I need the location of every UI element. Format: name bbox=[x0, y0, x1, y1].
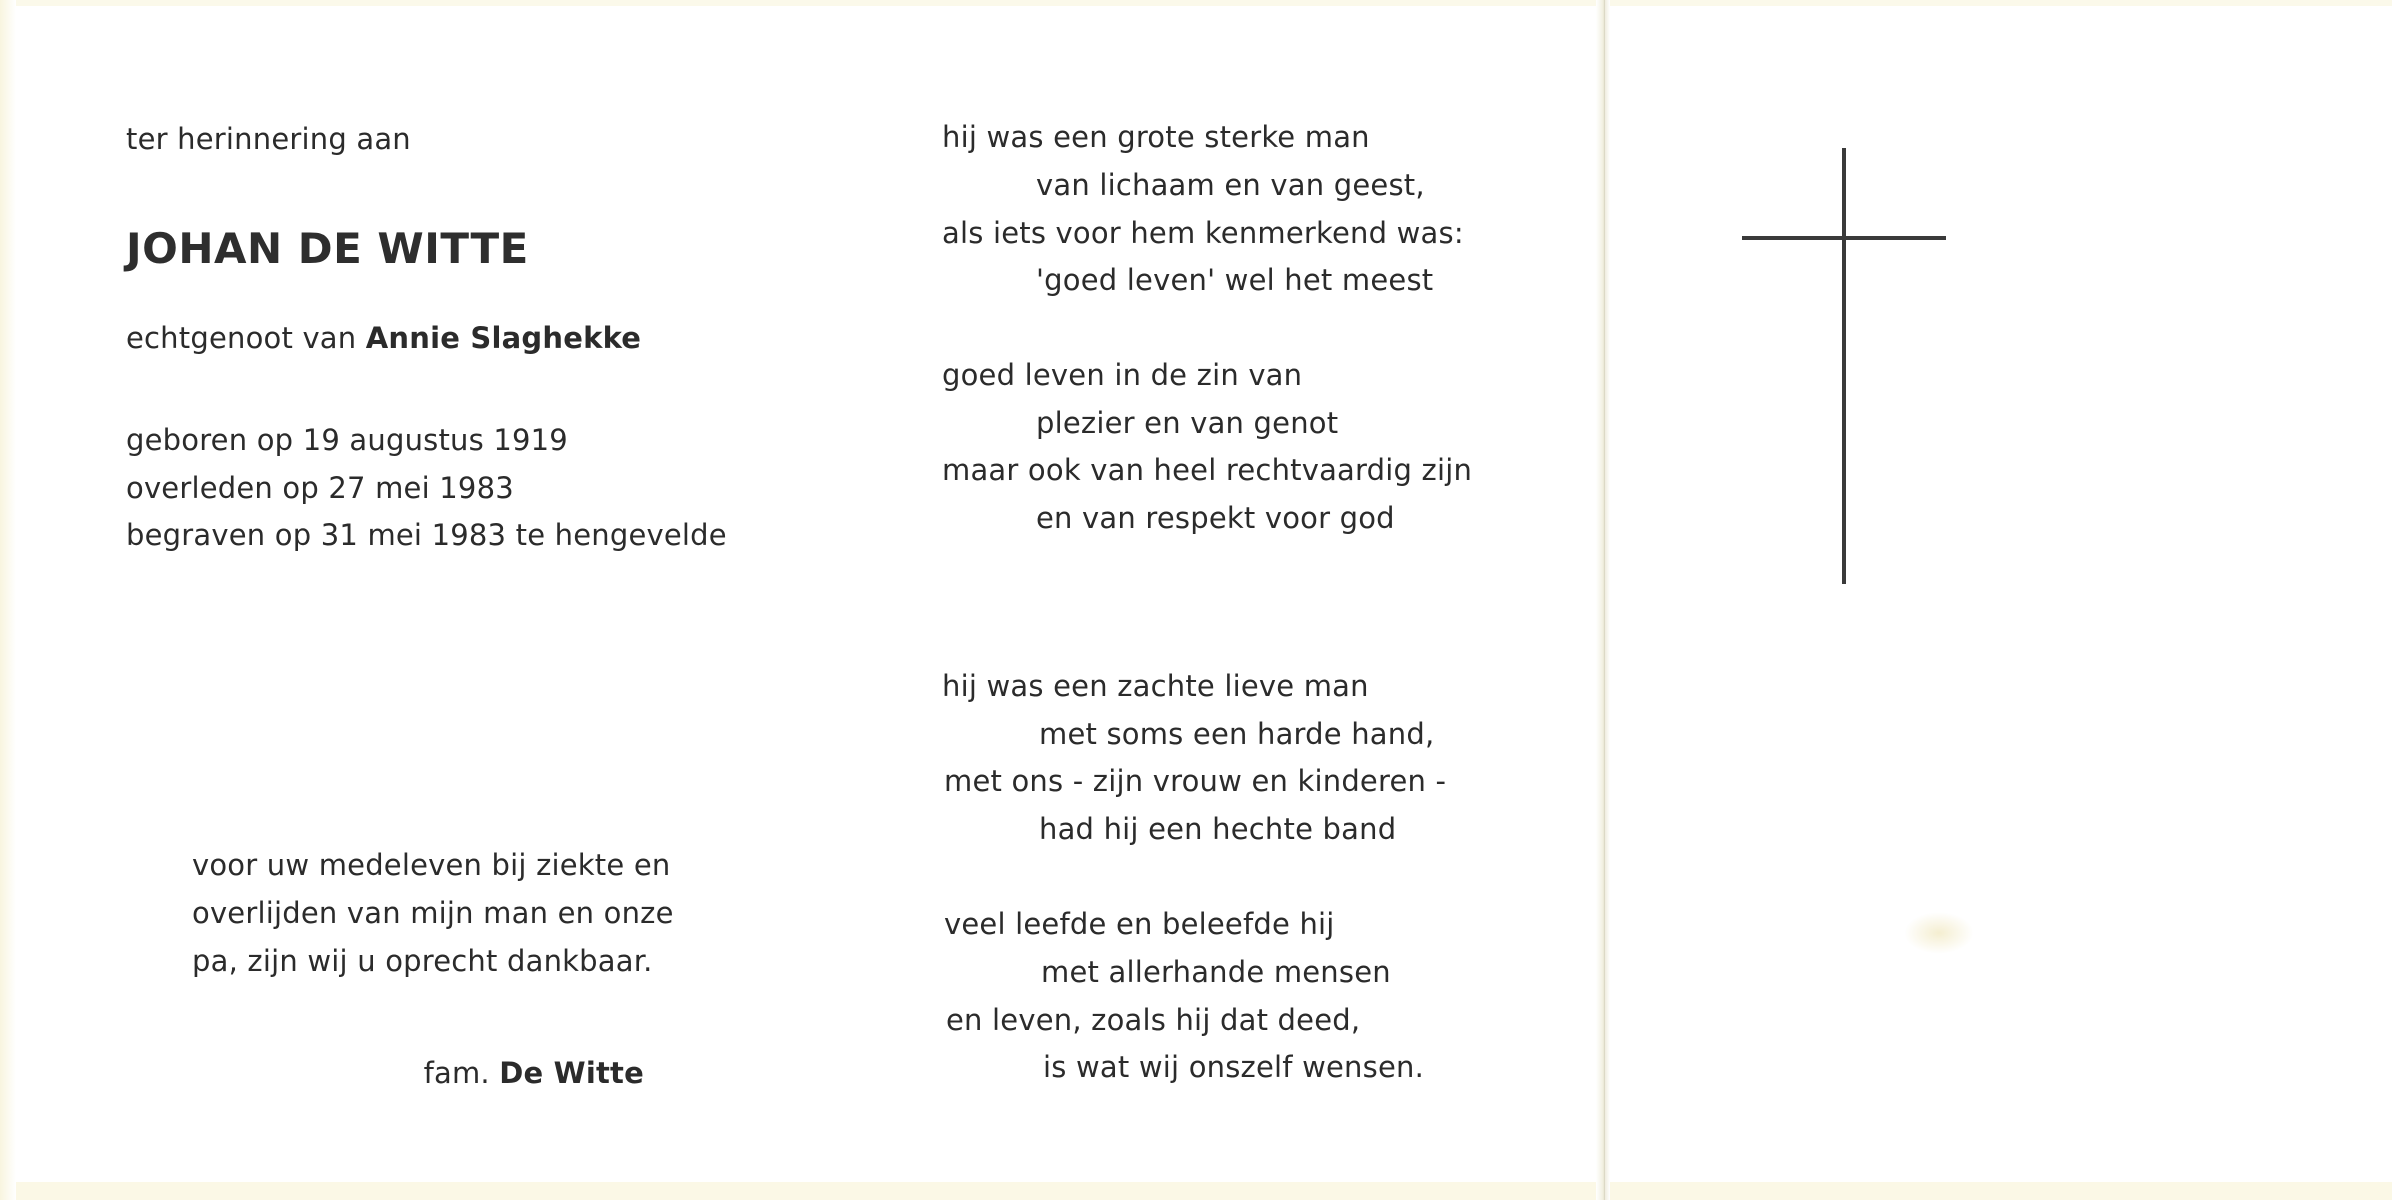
paper-edge-left bbox=[0, 0, 16, 1200]
poem-line: als iets voor hem kenmerkend was: bbox=[942, 216, 1464, 250]
signature-prefix: fam. bbox=[423, 1056, 490, 1090]
spouse-line bbox=[126, 320, 641, 356]
card-fold bbox=[1596, 0, 1610, 1200]
poem-line: 'goed leven' wel het meest bbox=[1036, 263, 1434, 297]
signature bbox=[424, 1055, 644, 1091]
birth-date: geboren op 19 augustus 1919 bbox=[126, 423, 568, 457]
cross-icon bbox=[1742, 148, 1946, 584]
paper-edge-bottom bbox=[0, 1182, 2392, 1200]
deceased-name: JOHAN DE WITTE bbox=[126, 224, 529, 273]
spouse-name: Annie Slaghekke bbox=[365, 321, 642, 355]
poem-line: is wat wij onszelf wensen. bbox=[1043, 1050, 1424, 1084]
burial-date: begraven op 31 mei 1983 te hengevelde bbox=[126, 518, 727, 552]
poem-line: maar ook van heel rechtvaardig zijn bbox=[942, 453, 1473, 487]
poem-line: met allerhande mensen bbox=[1041, 955, 1391, 989]
poem-line: van lichaam en van geest, bbox=[1036, 168, 1425, 202]
paper-edge-top bbox=[0, 0, 2392, 6]
cross-vertical-bar bbox=[1842, 148, 1846, 584]
poem-line: met soms een harde hand, bbox=[1039, 717, 1435, 751]
poem-line: en van respekt voor god bbox=[1036, 501, 1395, 535]
thanks-line: voor uw medeleven bij ziekte en bbox=[192, 848, 671, 882]
poem-line: plezier en van genot bbox=[1036, 406, 1339, 440]
poem-line: hij was een zachte lieve man bbox=[942, 669, 1369, 703]
poem-line: en leven, zoals hij dat deed, bbox=[946, 1003, 1361, 1037]
card-fold-line bbox=[1604, 0, 1605, 1200]
poem-line: had hij een hechte band bbox=[1039, 812, 1397, 846]
cross-horizontal-bar bbox=[1742, 236, 1946, 240]
signature-name: De Witte bbox=[499, 1056, 644, 1090]
paper-stain bbox=[1904, 912, 1974, 954]
poem-line: veel leefde en beleefde hij bbox=[944, 907, 1335, 941]
thanks-line: overlijden van mijn man en onze bbox=[192, 896, 674, 930]
poem-line: met ons - zijn vrouw en kinderen - bbox=[944, 764, 1447, 798]
poem-line: goed leven in de zin van bbox=[942, 358, 1303, 392]
intro-text: ter herinnering aan bbox=[126, 122, 411, 156]
spouse-prefix: echtgenoot van bbox=[126, 321, 357, 355]
poem-line: hij was een grote sterke man bbox=[942, 120, 1370, 154]
thanks-line: pa, zijn wij u oprecht dankbaar. bbox=[192, 944, 653, 978]
death-date: overleden op 27 mei 1983 bbox=[126, 471, 514, 505]
